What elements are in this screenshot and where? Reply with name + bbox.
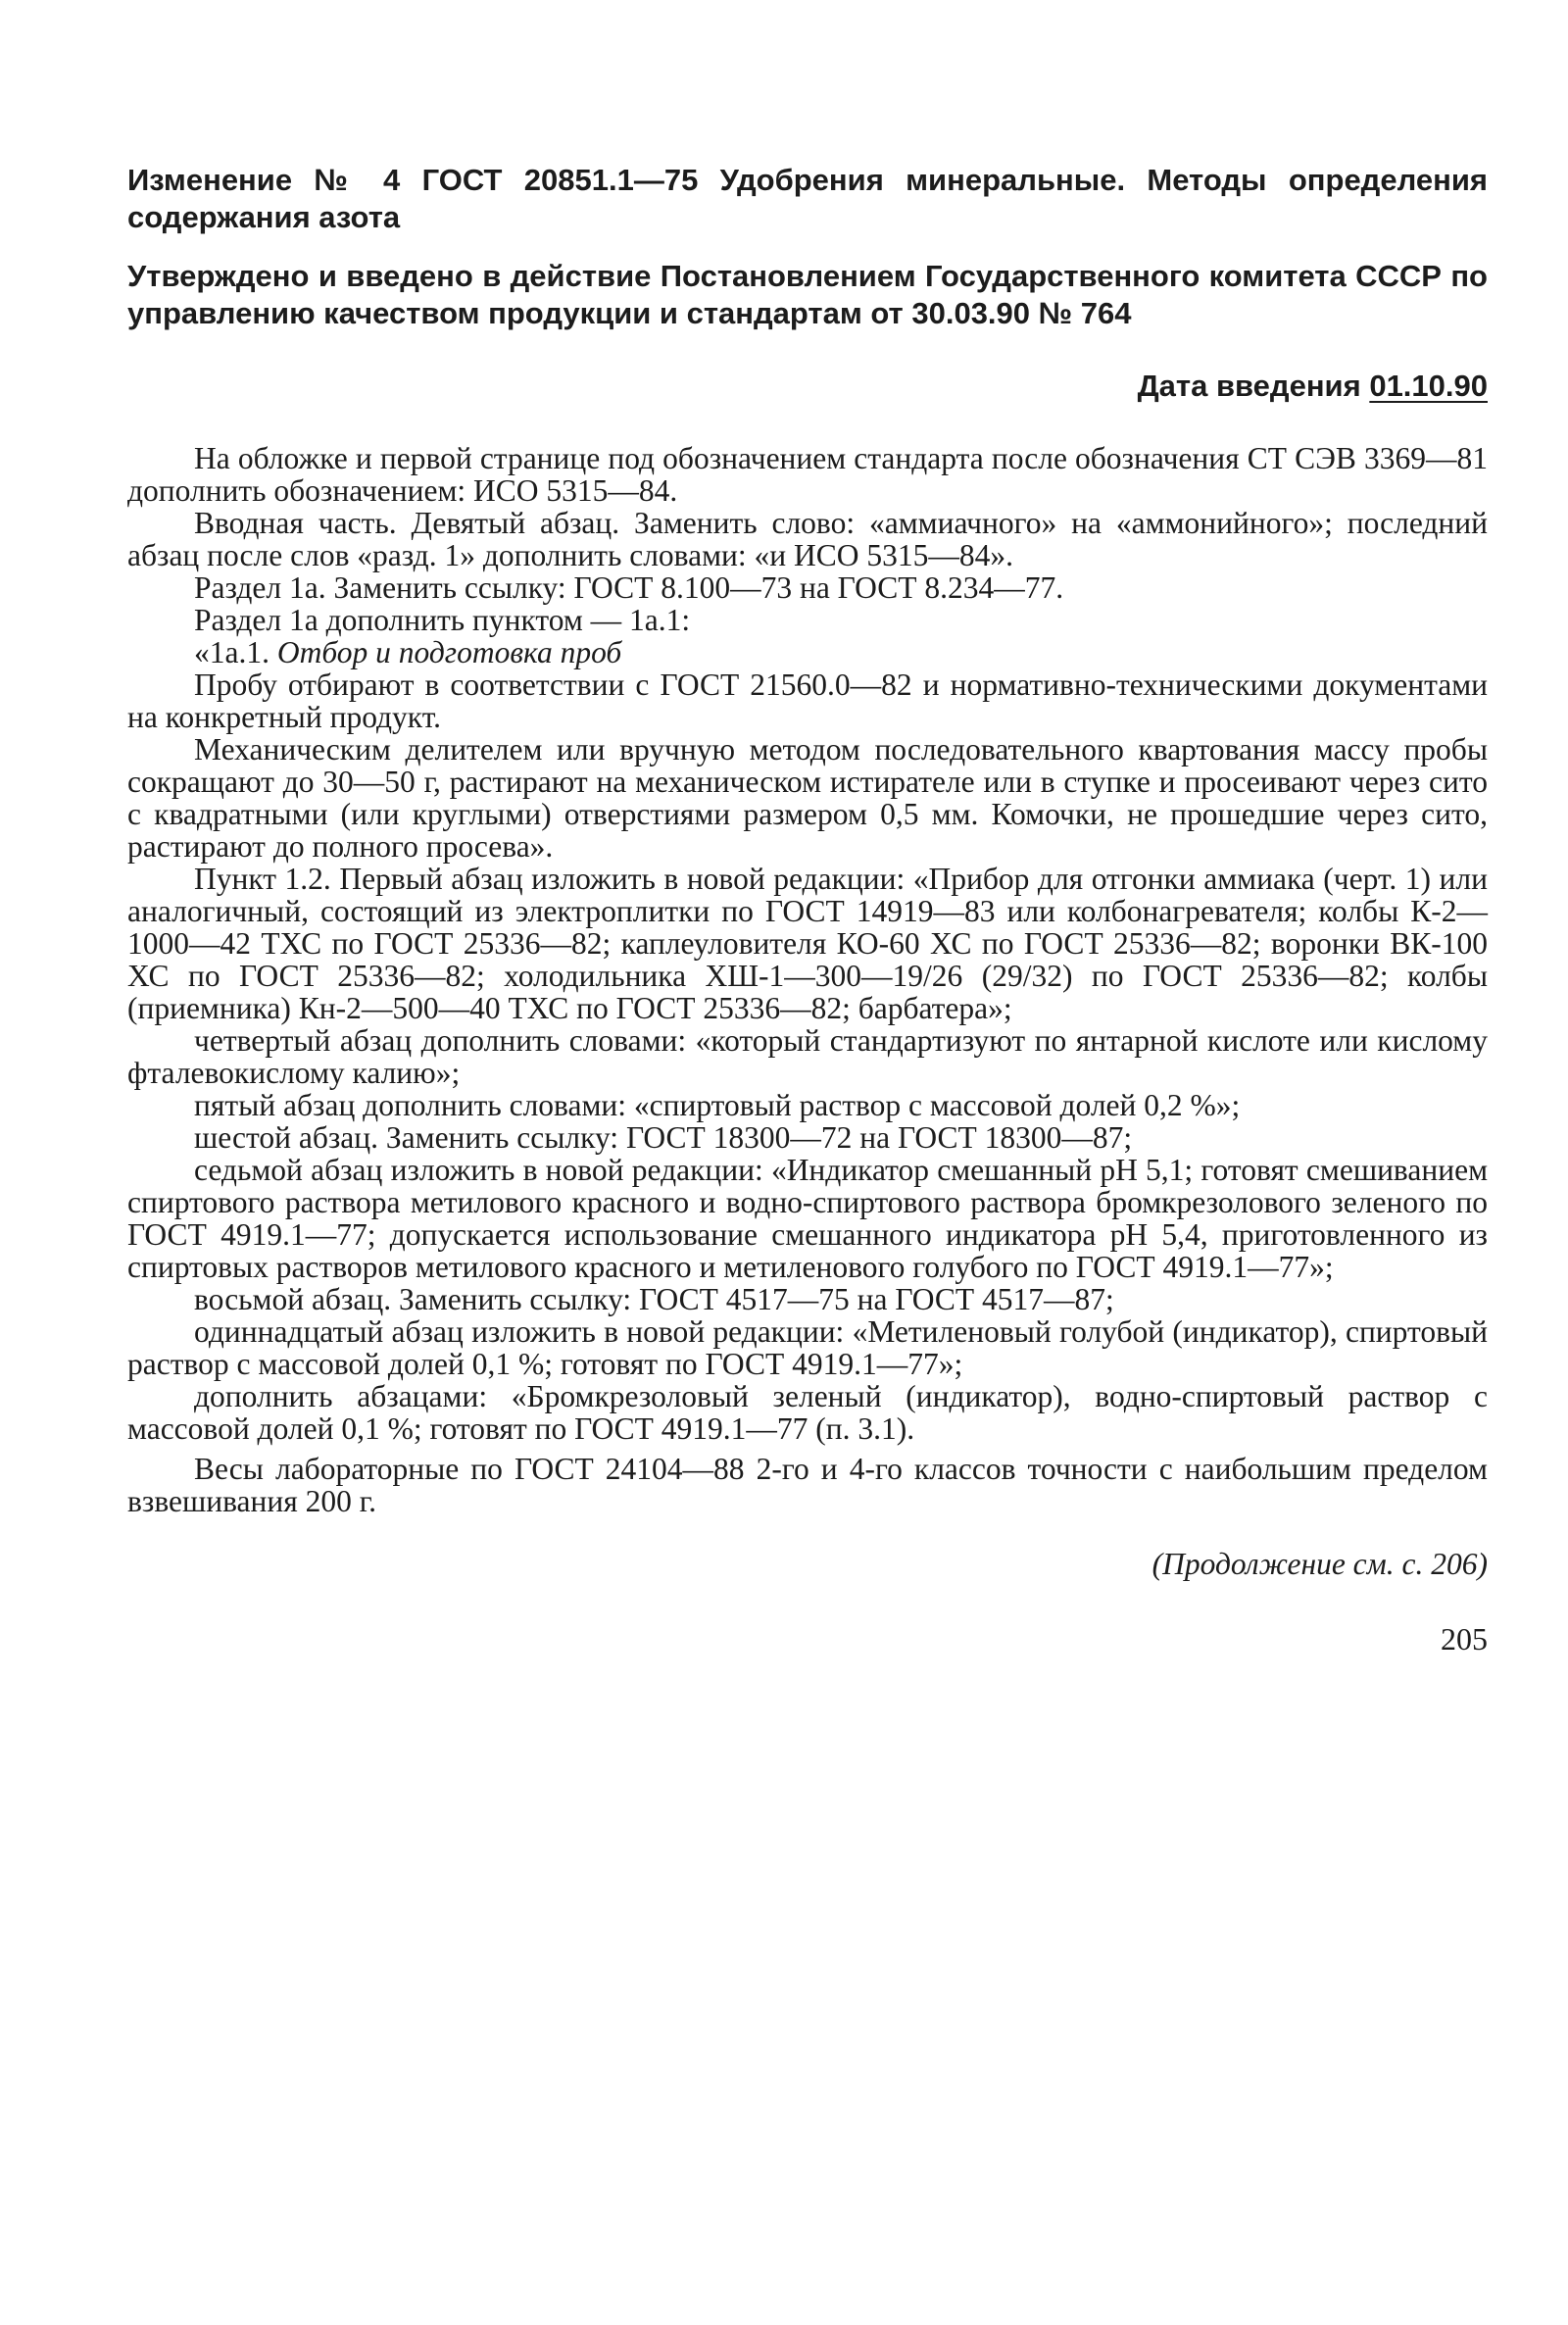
document-body bbox=[127, 442, 1488, 1517]
paragraph-sampling: Пробу отбирают в соответствии с ГОСТ 21560.0—82 и нормативно-техническими документами на конкретный продукт. bbox=[127, 668, 1488, 734]
continuation-note: (Продолжение см. с. 206) bbox=[1152, 1547, 1488, 1581]
paragraph-eighth-abzac: восьмой абзац. Заменить ссылку: ГОСТ 4517—75 на ГОСТ 4517—87; bbox=[194, 1282, 1114, 1316]
approval-statement: Утверждено и введено в действие Постановлением Государственного комитета СССР по управлению качеством продукции и стандартам от 30.03.90 № 764 bbox=[127, 259, 1488, 330]
item-1a1-number: «1а.1. bbox=[194, 635, 277, 669]
effective-date-value: 01.10.90 bbox=[1369, 369, 1488, 403]
paragraph-sixth-abzac: шестой абзац. Заменить ссылку: ГОСТ 18300—72 на ГОСТ 18300—87; bbox=[194, 1120, 1133, 1155]
effective-date-label: Дата введения bbox=[1137, 369, 1361, 403]
paragraph-item-1a1-heading bbox=[127, 636, 1488, 668]
paragraph-add-abzacs: дополнить абзацами: «Бромкрезоловый зеленый (индикатор), водно-спиртовый раствор с массовой долей 0,1 %; готовят по ГОСТ 4919.1—77 (п. 3.1). bbox=[127, 1379, 1488, 1446]
paragraph-sample-reduction: Механическим делителем или вручную методом последовательного квартования массу пробы сокращают до 30—50 г, растирают на механическом истирателе или в ступке и просеивают через сито с квадратными (или круглыми) отверстиями размером 0,5 мм. Комочки, не прошедшие через сито, растирают до полного просева». bbox=[127, 732, 1488, 864]
paragraph-introduction: Вводная часть. Девятый абзац. Заменить слово: «аммиачного» на «аммонийного»; последний абзац после слов «разд. 1» дополнить словами: «и ИСО 5315—84». bbox=[127, 506, 1488, 572]
page-content bbox=[127, 162, 1488, 1657]
paragraph-section-1a-reference: Раздел 1а. Заменить ссылку: ГОСТ 8.100—73 на ГОСТ 8.234—77. bbox=[194, 570, 1064, 605]
paragraph-section-1a-add: Раздел 1а дополнить пунктом — 1а.1: bbox=[194, 603, 691, 637]
paragraph-seventh-abzac: седьмой абзац изложить в новой редакции: «Индикатор смешанный рН 5,1; готовят смешиванием спиртового раствора метилового красного и водно-спиртового раствора бромкрезолового зеленого по ГОСТ 4919.1—77; допускается использование смешанного индикатора рН 5,4, приготовленного из спиртовых растворов метилового красного и метиленового голубого по ГОСТ 4919.1—77»; bbox=[127, 1153, 1488, 1284]
item-1a1-title: Отбор и подготовка проб bbox=[276, 635, 622, 669]
page-number: 205 bbox=[1441, 1621, 1488, 1657]
paragraph-scales: Весы лабораторные по ГОСТ 24104—88 2-го и 4-го классов точности с наибольшим пределом взвешивания 200 г. bbox=[127, 1452, 1488, 1518]
paragraph-fifth-abzac: пятый абзац дополнить словами: «спиртовый раствор с массовой долей 0,2 %»; bbox=[194, 1088, 1241, 1122]
paragraph-cover-designation: На обложке и первой странице под обозначением стандарта после обозначения СТ СЭВ 3369—81 дополнить обозначением: ИСО 5315—84. bbox=[127, 441, 1488, 508]
document-title: Изменение № 4 ГОСТ 20851.1—75 Удобрения минеральные. Методы определения содержания азота bbox=[127, 163, 1488, 234]
paragraph-eleventh-abzac: одиннадцатый абзац изложить в новой редакции: «Метиленовый голубой (индикатор), спиртовый раствор с массовой долей 0,1 %; готовят по ГОСТ 4919.1—77»; bbox=[127, 1314, 1488, 1381]
paragraph-fourth-abzac: четвертый абзац дополнить словами: «который стандартизуют по янтарной кислоте или кислому фталевокислому калию»; bbox=[127, 1023, 1488, 1090]
paragraph-item-1-2: Пункт 1.2. Первый абзац изложить в новой редакции: «Прибор для отгонки аммиака (черт. 1) или аналогичный, состоящий из электроплитки по ГОСТ 14919—83 или колбонагревателя; колбы К-2—1000—42 ТХС по ГОСТ 25336—82; каплеуловителя КО-60 ХС по ГОСТ 25336—82; воронки ВК-100 ХС по ГОСТ 25336—82; холодильника ХШ-1—300—19/26 (29/32) по ГОСТ 25336—82; колбы (приемника) Кн-2—500—40 ТХС по ГОСТ 25336—82; барбатера»; bbox=[127, 862, 1488, 1025]
effective-date-line bbox=[127, 368, 1488, 405]
